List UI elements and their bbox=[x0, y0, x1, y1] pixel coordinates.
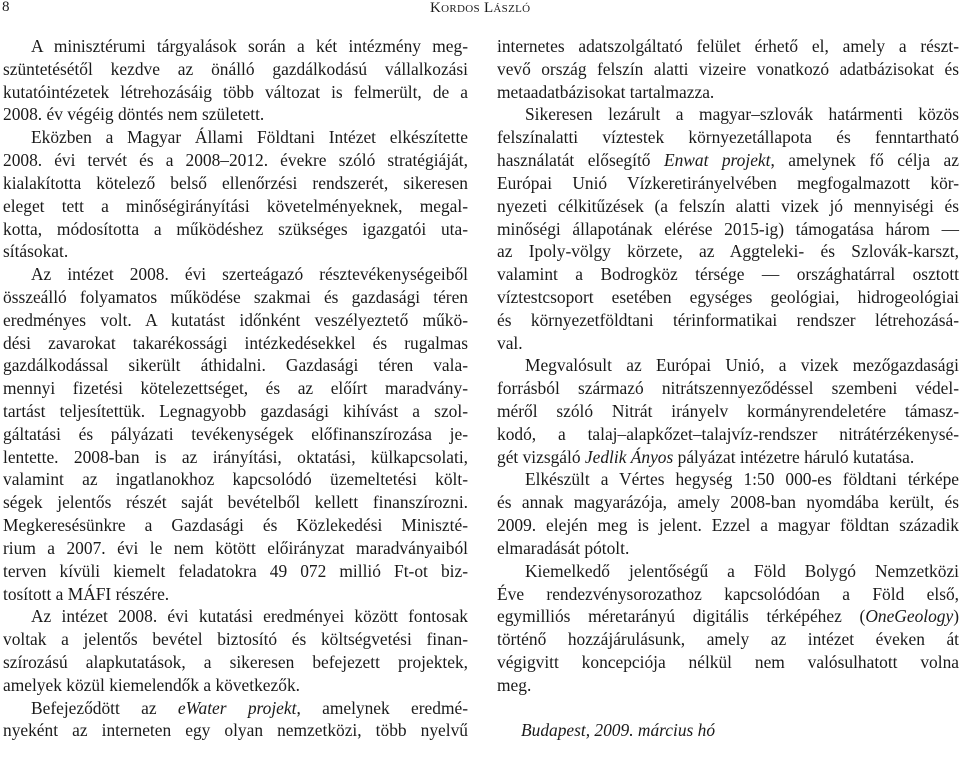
text-line: gazdálkodással sikerült áthidalni. Gazdasági téren vala- bbox=[3, 355, 468, 376]
text-line: víztestcsoport esetében egységes geológiai, hidrogeológiai bbox=[497, 286, 959, 307]
text-line: 2009. elején meg is jelent. Ezzel a magyar földtan századik bbox=[497, 515, 959, 536]
text-line: Befejeződött az eWater projekt, amelynek eredmé- bbox=[31, 697, 468, 718]
text-line: Az intézet 2008. évi szerteágazó résztevékenységeiből bbox=[31, 264, 468, 285]
text-line: lentette. 2008-ban is az irányítási, oktatási, külkapcsolati, bbox=[3, 446, 468, 467]
text-line: minőségi állapotának elérése 2015-ig) támogatása három — bbox=[497, 218, 959, 239]
text-line: voltak a jelentős bevétel biztosító és költségvetési finan- bbox=[3, 629, 468, 650]
signature-place-date: Budapest, 2009. március hó bbox=[521, 720, 716, 741]
text-line: elmaradását pótolt. bbox=[497, 537, 630, 558]
text-line: valamint az ingatlanokhoz kapcsolódó üzemeltetési költ- bbox=[3, 469, 468, 490]
text-line: eredményes volt. A kutatást időnként veszélyeztető műkö- bbox=[3, 309, 468, 330]
text-line: az Ipoly-völgy körzete, az Aggteleki- és Szlovák-karszt, bbox=[497, 241, 959, 262]
page-number: 8 bbox=[2, 0, 10, 15]
running-head-author: Kordos László bbox=[430, 0, 531, 16]
text-line: val. bbox=[497, 332, 523, 353]
text-line: tartást teljesítettük. Legnagyobb gazdasági kihívást a szol- bbox=[3, 401, 468, 421]
left-text-column bbox=[3, 35, 468, 742]
text-line: valamint a Bodrogköz térsége — országhatárral osztott bbox=[497, 264, 959, 285]
text-line: nyeként az interneten egy olyan nemzetközi, több nyelvű bbox=[3, 720, 468, 741]
text-line: nyezeti célkitűzések (a felszín alatti vizek jó mennyiségi és bbox=[497, 195, 959, 216]
text-line: internetes adatszolgáltató felület érhető el, amely a részt- bbox=[497, 36, 959, 56]
text-line: Eközben a Magyar Állami Földtani Intézet elkészítette bbox=[31, 127, 468, 148]
text-line: mennyi fizetési kötelezettséget, és az előírt maradvány- bbox=[3, 378, 468, 399]
text-line: kotta, módosította a működéshez szükséges igazgatói uta- bbox=[3, 218, 468, 239]
text-line: Sikeresen lezárult a magyar–szlovák határmenti közös bbox=[525, 104, 959, 125]
text-line: Elkészült a Vértes hegység 1:50 000-es földtani térképe bbox=[525, 469, 959, 490]
text-line: felszínalatti víztestek környezetállapota és fenntartható bbox=[497, 127, 959, 148]
text-line: rium a 2007. évi le nem kötött előirányzat maradványaiból bbox=[3, 537, 468, 558]
right-text-column bbox=[497, 35, 959, 742]
text-line: szüntetésétől kezdve az önálló gazdálkodású vállalkozási bbox=[3, 58, 468, 79]
text-line: egymilliós méretarányú digitális térképéhez (OneGeology) bbox=[497, 606, 959, 627]
text-line: metaadatbázisokat tartalmazza. bbox=[497, 81, 715, 102]
text-line: Európai Unió Vízkeretirányelvében megfogalmazott kör- bbox=[497, 172, 959, 193]
text-line: Az intézet 2008. évi kutatási eredményei között fontosak bbox=[31, 606, 468, 627]
text-line: sításokat. bbox=[3, 241, 69, 262]
text-line: gét vizsgáló Jedlik Ányos pályázat intézetre háruló kutatása. bbox=[497, 446, 915, 467]
text-line: ségek jelentős részét saját bevételből kellett finanszírozni. bbox=[3, 492, 468, 513]
text-line: kutatóintézetek létrehozásáig több változat is felmerült, de a bbox=[3, 81, 468, 102]
text-line: Kiemelkedő jelentőségű a Föld Bolygó Nemzetközi bbox=[525, 560, 959, 581]
text-line: terven kívüli kiemelt feladatokra 49 072 millió Ft-ot biz- bbox=[3, 560, 468, 581]
text-line: méről szóló Nitrát irányelv kormányrendeletére támasz- bbox=[497, 401, 959, 421]
text-line: eleget tett a minőségirányítási követelményeknek, megal- bbox=[3, 195, 468, 216]
text-line: 2008. évi tervét és a 2008–2012. évekre szóló stratégiáját, bbox=[3, 150, 468, 171]
text-line: forrásból származó nitrátszennyeződéssel szembeni védel- bbox=[497, 378, 959, 399]
text-line: Megvalósult az Európai Unió, a vizek mezőgazdasági bbox=[525, 355, 959, 376]
text-line: végigvitt koncepciója nélkül nem valósulhatott volna bbox=[497, 651, 959, 672]
blank-line bbox=[497, 697, 959, 720]
text-line: A minisztérumi tárgyalások során a két intézmény meg- bbox=[31, 36, 468, 56]
text-line: gáltatási és pályázati tevékenységek előfinanszírozása je- bbox=[3, 423, 468, 444]
text-line: szírozású alapkutatások, a sikeresen befejezett projektek, bbox=[3, 651, 468, 672]
text-line: vevő ország felszín alatti vizeire vonatkozó adatbázisokat és bbox=[497, 58, 959, 79]
text-line: meg. bbox=[497, 674, 532, 695]
text-line: 2008. év végéig döntés nem született. bbox=[3, 104, 265, 125]
text-line: dési zavarokat takarékossági intézkedésekkel és rugalmas bbox=[3, 332, 468, 353]
text-line: és annak magyarázója, amely 2008-ban nyomdába került, és bbox=[497, 492, 959, 513]
text-line: Éve rendezvénysorozathoz kapcsolódóan a Föld első, bbox=[497, 583, 959, 604]
text-line: kialakította kötelező belső ellenőrzési rendszerét, sikeresen bbox=[3, 172, 468, 193]
text-line: amelyek közül kiemelendők a következők. bbox=[3, 674, 300, 695]
text-line: kodó, a talaj–alapkőzet–talajvíz-rendszer nitrátérzékenysé- bbox=[497, 423, 959, 444]
text-line: tosított a MÁFI részére. bbox=[3, 583, 170, 604]
text-line: összeálló folyamatos működése szakmai és gazdasági téren bbox=[3, 286, 468, 307]
text-line: használatát elősegítő Enwat projekt, amelynek fő célja az bbox=[497, 150, 959, 171]
text-line: és környezetföldtani térinformatikai rendszer létrehozásá- bbox=[497, 309, 959, 330]
text-line: történő hozzájárulásunk, amely az intézet éveken át bbox=[497, 629, 959, 650]
text-line: Megkeresésünkre a Gazdasági és Közlekedési Miniszté- bbox=[3, 515, 468, 536]
